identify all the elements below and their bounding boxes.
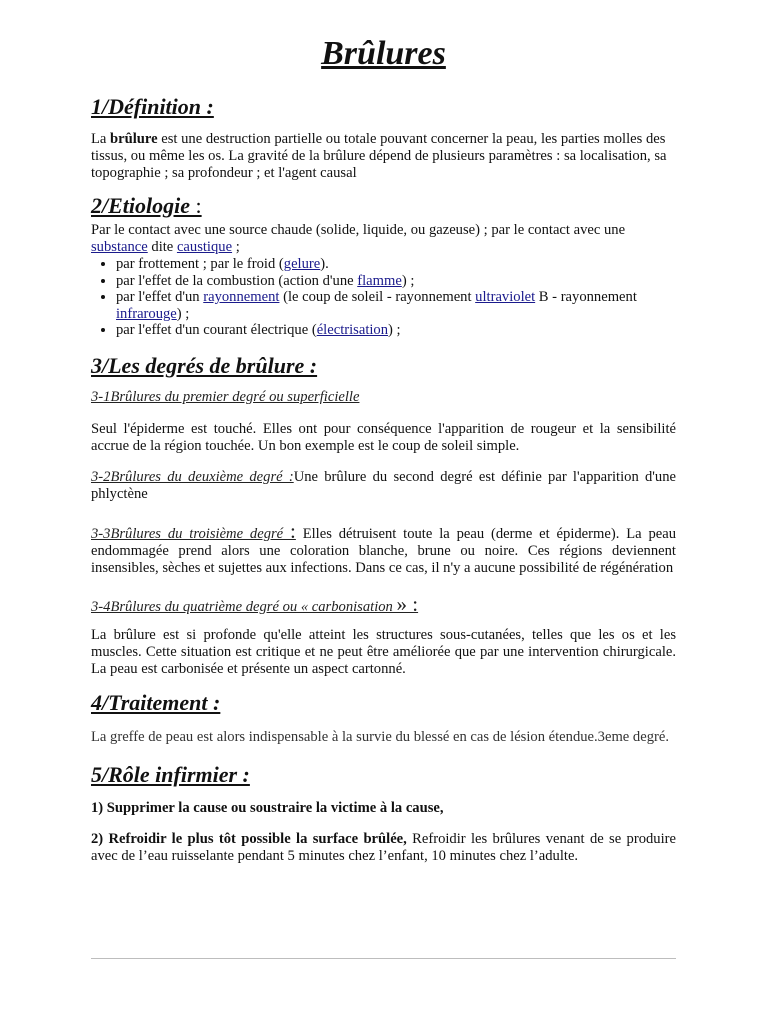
etiologie-intro <box>91 222 676 256</box>
degree-3-paragraph <box>91 518 676 577</box>
list-item-text: ) ; <box>401 272 415 289</box>
etiologie-heading-suffix: : <box>190 193 202 218</box>
role-point-2 <box>91 831 676 865</box>
degree-3-text: Elles détruisent toute la peau (derme et épiderme). La peau endommagée prend alors une coloration blanche, brune ou noire. Ces régions deviennent insensibles, sèches et sujettes aux infections. Dans ce cas, il n'y a aucune possibilité de régénération <box>91 525 676 576</box>
degree-1-title <box>91 389 676 406</box>
link-ultraviolet[interactable]: ultraviolet <box>475 289 536 306</box>
degree-4-title-end: » : <box>396 591 419 616</box>
degree-4-title-wrap <box>91 591 419 616</box>
section-degres-heading: 3/Les degrés de brûlure : <box>91 352 318 378</box>
degree-2-text: Une brûlure du second degré est définie par l'apparition d'une phlyctène <box>91 468 676 502</box>
section-traitement-heading: 4/Traitement : <box>91 689 221 715</box>
role-point-2-bold: 2) Refroidir le plus tôt possible la surface brûlée, <box>91 830 407 847</box>
section-etiologie-heading <box>91 191 676 221</box>
list-item-text: (le coup de soleil - rayonnement <box>279 289 476 306</box>
etiologie-list <box>91 256 676 339</box>
degree-1-title-text: 3-1Brûlures du premier degré ou superficielle <box>91 388 360 405</box>
role-point-1: 1) Supprimer la cause ou soustraire la victime à la cause, <box>91 799 444 816</box>
etiologie-intro-text-3: ; <box>232 239 240 255</box>
list-item <box>116 322 676 339</box>
degree-3-title <box>91 518 296 543</box>
list-item-text: par l'effet de la combustion (action d'une <box>116 272 358 289</box>
list-item <box>116 273 676 290</box>
degree-3-title-text: 3-3Brûlures du troisième degré <box>91 525 291 542</box>
degree-3-title-colon: : <box>290 518 296 543</box>
degree-4-title <box>91 591 676 616</box>
document-page <box>91 30 676 865</box>
link-gelure[interactable]: gelure <box>283 256 321 272</box>
link-flamme[interactable]: flamme <box>357 272 402 289</box>
degree-2-paragraph <box>91 469 676 503</box>
link-rayonnement[interactable]: rayonnement <box>203 289 280 306</box>
etiologie-heading-text: 2/Etiologie <box>91 193 190 218</box>
definition-text-2: est une destruction partielle ou totale pouvant concerner la peau, les parties molles des tissus, ou même les os. La gravité de la brûlure dépend de plusieurs paramètres : sa localisation, sa topographie ; sa profondeur ; et l'agent causal <box>91 131 667 181</box>
list-item-text: ) ; <box>388 322 401 339</box>
list-item-text: B - rayonnement <box>535 289 637 306</box>
etiologie-intro-text-2: dite <box>147 239 177 255</box>
link-infrarouge[interactable]: infrarouge <box>116 305 177 322</box>
list-item-text: ). <box>320 256 329 272</box>
section-role-heading: 5/Rôle infirmier : <box>91 761 250 787</box>
definition-paragraph <box>91 131 676 182</box>
traitement-text: La greffe de peau est alors indispensable à la survie du blessé en cas de lésion étendue.3eme degré. <box>91 728 669 745</box>
role-point-2-text: Refroidir les brûlures venant de se produire avec de l’eau ruisselante pendant 5 minutes chez l’enfant, 10 minutes chez l’adulte. <box>91 830 676 864</box>
etiologie-intro-text-1: Par le contact avec une source chaude (solide, liquide, ou gazeuse) ; par le contact avec une <box>91 222 626 238</box>
list-item-text: ) ; <box>176 305 190 322</box>
list-item <box>116 256 676 273</box>
document-title: Brûlures <box>321 35 446 72</box>
list-item <box>116 289 676 322</box>
list-item-text: par frottement ; par le froid ( <box>116 256 284 272</box>
link-substance[interactable]: substance <box>91 239 148 255</box>
link-caustique[interactable]: caustique <box>176 239 233 255</box>
degree-2-title: 3-2Brûlures du deuxième degré : <box>91 468 294 485</box>
link-electrisation[interactable]: électrisation <box>316 322 389 339</box>
degree-1-text: Seul l'épiderme est touché. Elles ont pour conséquence l'apparition de rougeur et la sensibilité accrue de la région touchée. Un bon exemple est le coup de soleil simple. <box>91 420 676 454</box>
page-divider <box>91 958 676 959</box>
section-definition-heading: 1/Définition : <box>91 94 214 119</box>
definition-bold-term: brûlure <box>110 131 158 147</box>
definition-text-1: La <box>91 131 111 147</box>
degree-4-title-text: 3-4Brûlures du quatrième degré ou « carbonisation <box>91 598 397 615</box>
degree-4-text: La brûlure est si profonde qu'elle atteint les structures sous-cutanées, telles que les os et les muscles. Cette situation est critique et ne peut être améliorée que par une intervention chirurgicale. La peau est carbonisée et présente un aspect cartonné. <box>91 626 676 677</box>
list-item-text: par l'effet d'un <box>116 289 204 306</box>
list-item-text: par l'effet d'un courant électrique ( <box>116 322 317 339</box>
